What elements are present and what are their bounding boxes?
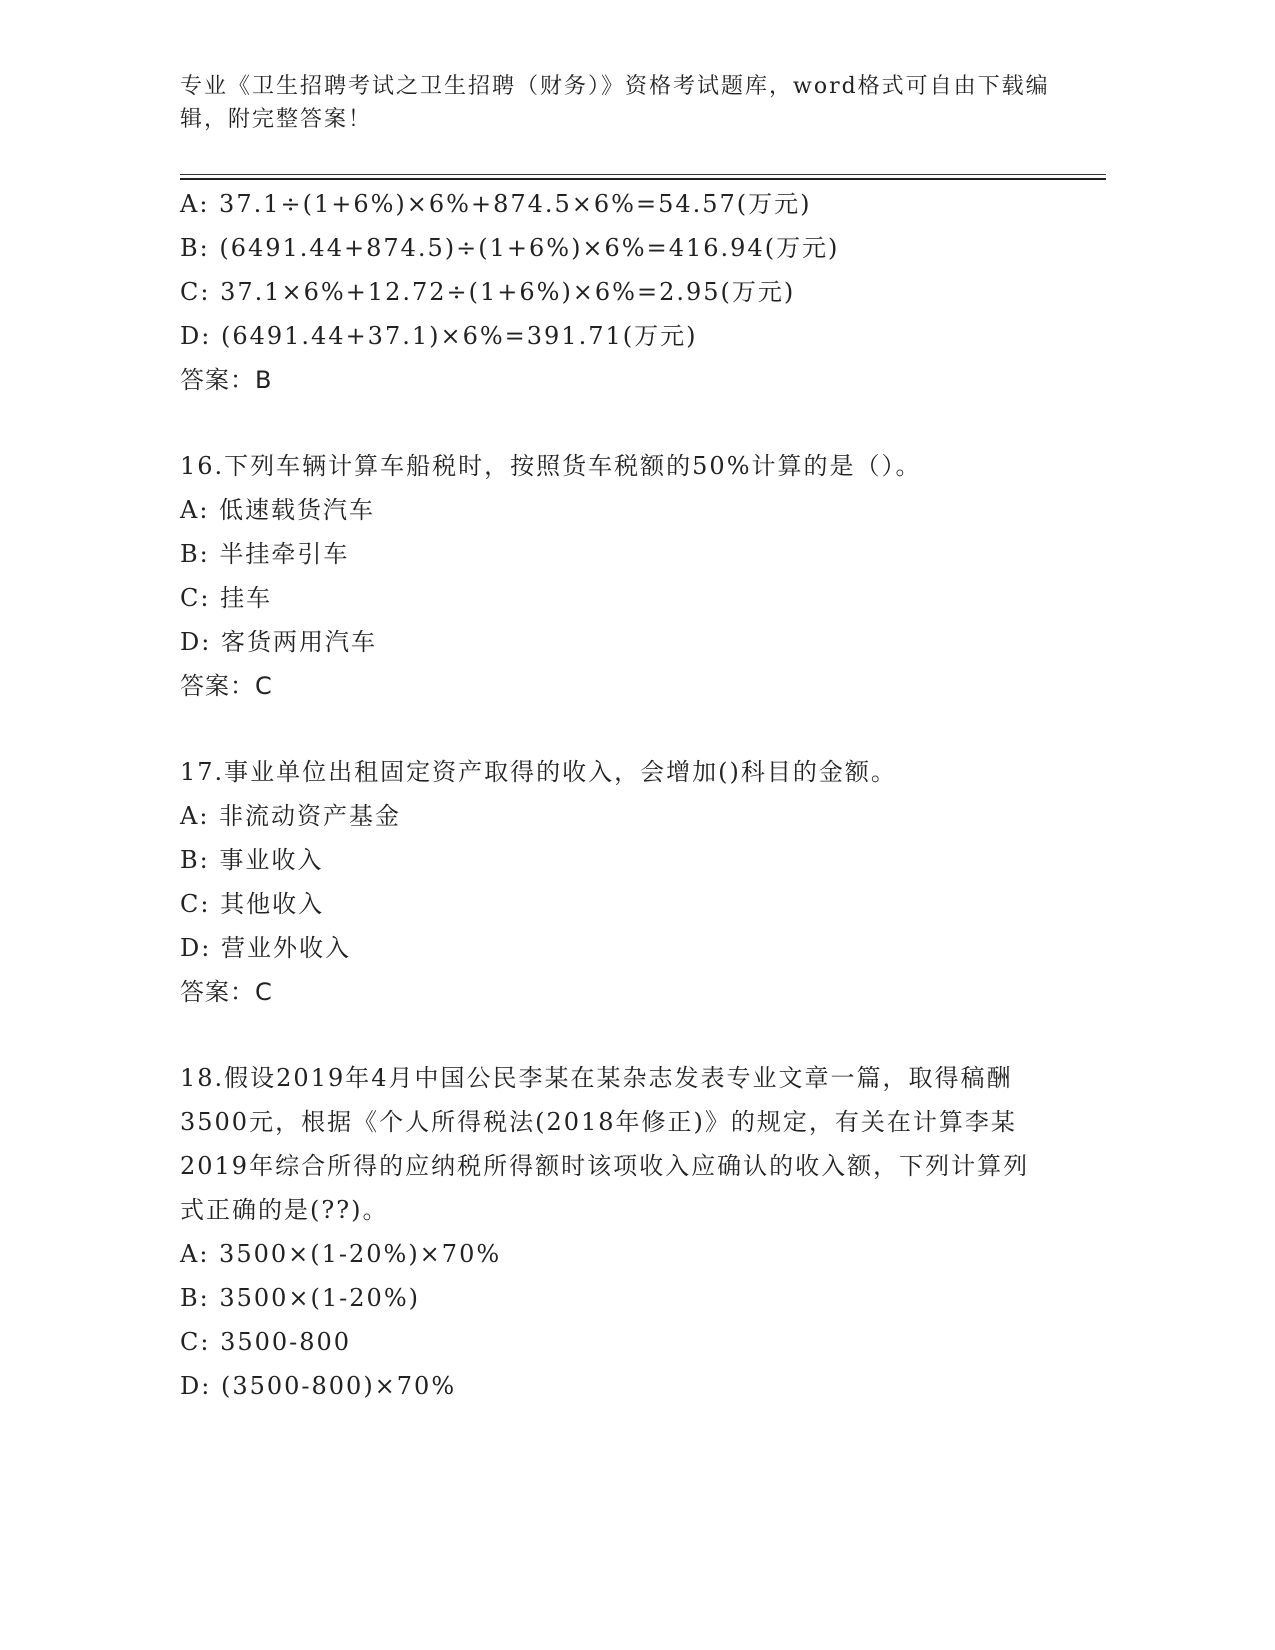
- q17-option-b: B: 事业收入: [180, 846, 324, 874]
- q17-question: 17.事业单位出租固定资产取得的收入，会增加()科目的金额。: [180, 758, 897, 786]
- q16-question: 16.下列车辆计算车船税时，按照货车税额的50%计算的是（）。: [180, 452, 922, 480]
- question-content: [180, 182, 1080, 1408]
- q17-answer: 答案：C: [180, 978, 273, 1006]
- q17-option-d: D: 营业外收入: [180, 934, 351, 962]
- q16-option-c: C: 挂车: [180, 584, 273, 612]
- q18-option-a: A: 3500×(1-20%)×70%: [180, 1240, 502, 1268]
- q16-option-a: A: 低速载货汽车: [180, 496, 376, 524]
- q15-option-d: D: (6491.44+37.1)×6%=391.71(万元): [180, 322, 698, 350]
- question-16: [180, 444, 1080, 708]
- q16-answer: 答案：C: [180, 672, 273, 700]
- q16-option-b: B: 半挂牵引车: [180, 540, 350, 568]
- document-header: 专业《卫生招聘考试之卫生招聘（财务）》资格考试题库，word格式可自由下载编辑，附完整答案！: [180, 74, 1050, 132]
- spacer: [180, 1014, 1080, 1056]
- q16-option-d: D: 客货两用汽车: [180, 628, 377, 656]
- q18-option-b: B: 3500×(1-20%): [180, 1284, 420, 1312]
- spacer: [180, 402, 1080, 444]
- q18-option-d: D: (3500-800)×70%: [180, 1372, 457, 1400]
- question-15-options: [180, 182, 1080, 402]
- question-17: [180, 750, 1080, 1014]
- question-18: [180, 1056, 1080, 1408]
- header-rule-thick: [180, 178, 1106, 180]
- q17-option-a: A: 非流动资产基金: [180, 802, 402, 830]
- q18-question: 18.假设2019年4月中国公民李某在某杂志发表专业文章一篇，取得稿酬3500元，根据《个人所得税法(2018年修正)》的规定，有关在计算李某2019年综合所得的应纳税所得额时该项收入应确认的收入额，下列计算列式正确的是(??)。: [180, 1064, 1030, 1224]
- header-rule-thin: [180, 174, 1106, 175]
- q15-option-c: C: 37.1×6%+12.72÷(1+6%)×6%=2.95(万元): [180, 278, 796, 306]
- q15-option-b: B: (6491.44+874.5)÷(1+6%)×6%=416.94(万元): [180, 234, 840, 262]
- q17-option-c: C: 其他收入: [180, 890, 325, 918]
- q15-answer: 答案：B: [180, 366, 273, 394]
- q18-option-c: C: 3500-800: [180, 1328, 352, 1356]
- q15-option-a: A: 37.1÷(1+6%)×6%+874.5×6%=54.57(万元): [180, 190, 812, 218]
- spacer: [180, 708, 1080, 750]
